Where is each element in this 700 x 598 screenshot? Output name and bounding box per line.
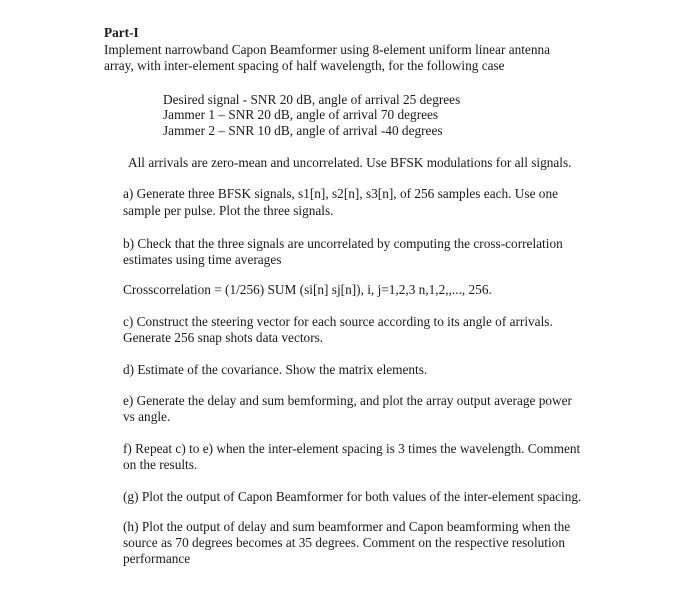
intro-line-2: array, with inter-element spacing of half wavelength, for the following case <box>104 58 505 73</box>
item-b-line-2: estimates using time averages <box>123 252 282 267</box>
part-heading: Part-I <box>104 25 139 40</box>
item-e-line-2: vs angle. <box>123 409 171 424</box>
signal-desired: Desired signal - SNR 20 dB, angle of arrival 25 degrees <box>163 92 461 107</box>
item-h-line-3: performance <box>123 551 191 566</box>
item-f-line-2: on the results. <box>123 457 198 472</box>
item-g: (g) Plot the output of Capon Beamformer for both values of the inter-element spacing. <box>123 489 582 504</box>
item-b-line-1: b) Check that the three signals are uncorrelated by computing the cross-correlation <box>123 236 563 251</box>
crosscorrelation-formula: Crosscorrelation = (1/256) SUM (si[n] sj[n]), i, j=1,2,3 n,1,2,,..., 256. <box>123 282 492 297</box>
item-a-line-1: a) Generate three BFSK signals, s1[n], s2[n], s3[n], of 256 samples each. Use one <box>123 186 558 201</box>
signal-jammer-2: Jammer 2 – SNR 10 dB, angle of arrival -40 degrees <box>163 123 443 138</box>
signal-jammer-1: Jammer 1 – SNR 20 dB, angle of arrival 70 degrees <box>163 107 439 122</box>
item-e-line-1: e) Generate the delay and sum bemforming, and plot the array output average power <box>123 393 572 408</box>
arrivals-note: All arrivals are zero-mean and uncorrelated. Use BFSK modulations for all signals. <box>128 155 572 170</box>
item-f-line-1: f) Repeat c) to e) when the inter-element spacing is 3 times the wavelength. Comment <box>123 441 581 456</box>
item-c-line-1: c) Construct the steering vector for each source according to its angle of arrivals. <box>123 314 553 329</box>
item-a-line-2: sample per pulse. Plot the three signals. <box>123 203 334 218</box>
intro-line-1: Implement narrowband Capon Beamformer using 8-element uniform linear antenna <box>104 42 551 57</box>
item-h-line-1: (h) Plot the output of delay and sum beamformer and Capon beamforming when the <box>123 519 571 534</box>
item-h-line-2: source as 70 degrees becomes at 35 degrees. Comment on the respective resolution <box>123 535 565 550</box>
item-d: d) Estimate of the covariance. Show the matrix elements. <box>123 362 428 377</box>
item-c-line-2: Generate 256 snap shots data vectors. <box>123 330 324 345</box>
